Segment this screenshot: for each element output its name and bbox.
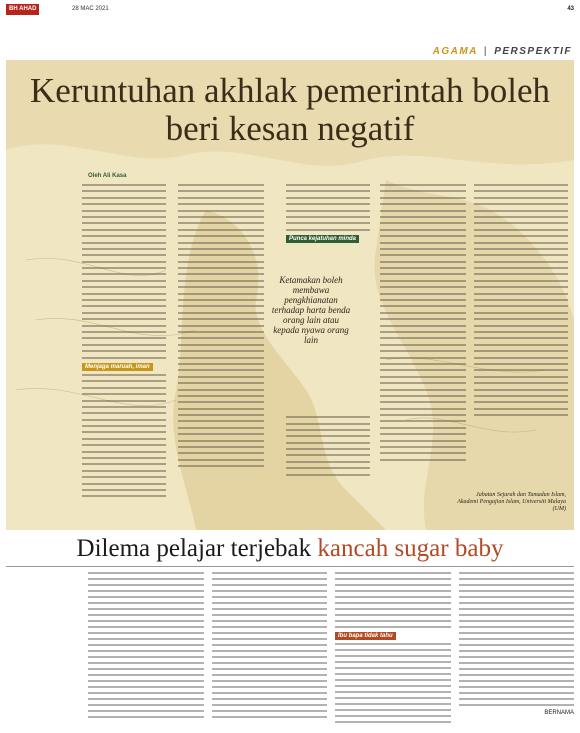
page-number: 43	[567, 6, 574, 12]
byline: Oleh Ali Kasa	[88, 173, 127, 179]
bottom-story-columns	[88, 572, 574, 730]
article-column-1	[82, 184, 166, 502]
bottom-column-3	[335, 572, 451, 730]
section-divider	[6, 566, 574, 567]
top-story	[6, 60, 574, 530]
article-column-4	[380, 184, 466, 465]
bottom-column-2	[212, 572, 328, 730]
main-headline: Keruntuhan akhlak pemerintah boleh beri kesan negatif	[30, 71, 550, 148]
secondary-headline-plain: Dilema pelajar terjebak	[76, 535, 312, 562]
source-signoff: BERNAMA	[544, 710, 574, 716]
masthead	[6, 4, 574, 16]
issue-date: 28 MAC 2021	[72, 6, 109, 12]
bottom-column-4	[459, 572, 575, 730]
article-column-2	[178, 184, 264, 472]
subhead-punca-kejatuhan: Punca kejatuhan minda	[286, 235, 370, 243]
section-bar	[240, 44, 572, 58]
secondary-headline	[0, 534, 580, 564]
subhead-menjaga-maruah: Menjaga maruah, iman	[82, 363, 166, 371]
article-column-3	[286, 184, 370, 480]
newspaper-logo: BH AHAD	[6, 4, 39, 15]
secondary-headline-accent: kancah sugar baby	[317, 535, 504, 562]
section-label-perspektif: PERSPEKTIF	[494, 45, 572, 57]
section-separator: |	[483, 45, 489, 57]
author-caption: Jabatan Sejarah dan Tamadun Islam, Akademi Pengajian Islam, Universiti Malaya (UM)	[457, 492, 566, 512]
article-column-5	[474, 184, 568, 420]
pull-quote: Ketamakan boleh membawa pengkhianatan terhadap harta benda orang lain atau kepada nyawa orang lain	[271, 275, 351, 345]
subhead-ibu-bapa: Ibu bapa tidak tahu	[335, 632, 451, 640]
section-label-agama: AGAMA	[432, 45, 478, 57]
bottom-column-1	[88, 572, 204, 730]
